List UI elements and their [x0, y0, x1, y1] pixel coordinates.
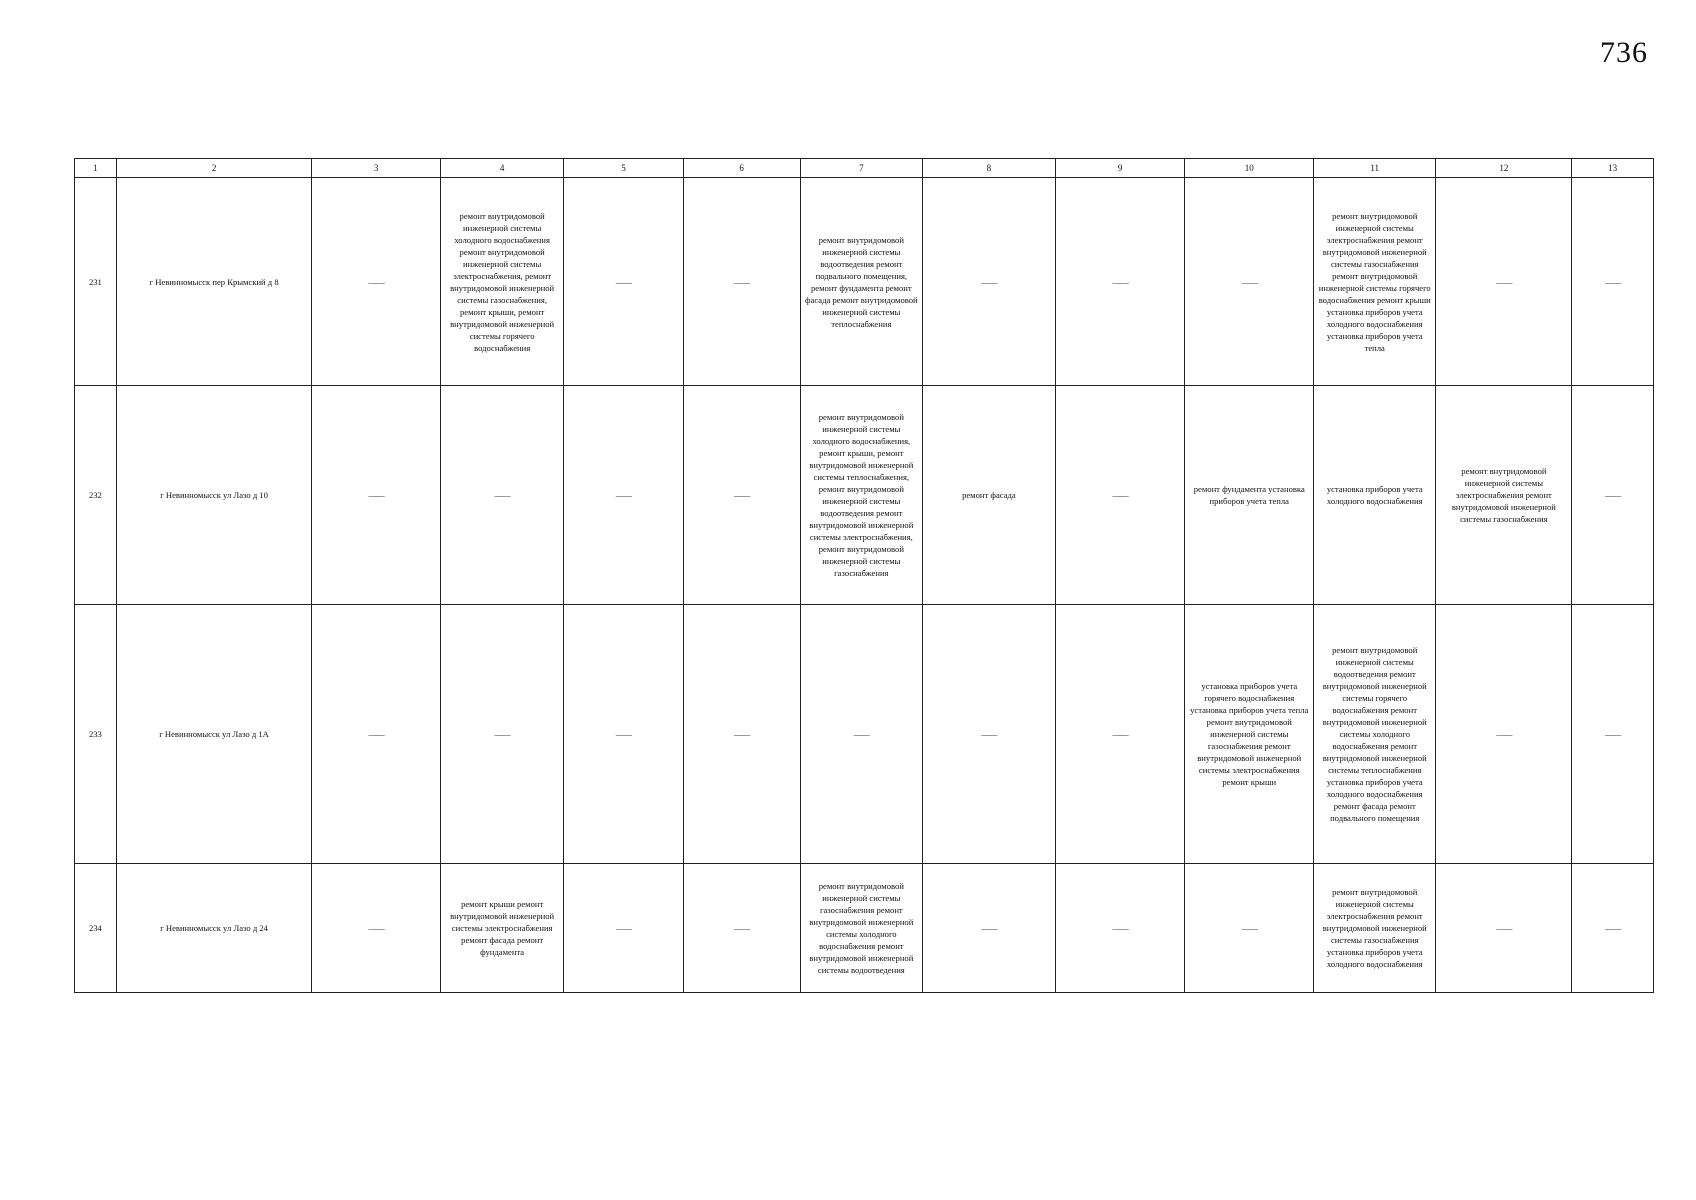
table-cell: ремонт внутридомовой инженерной системы холодного водоснабжения, ремонт крыши, ремонт внутридомовой инженерной системы теплоснабжения, ремонт внутридомовой инженерной системы водоотведения ремонт внутридомовой инженерной системы электроснабжения, ремонт внутридомовой инженерной системы газоснабжения [800, 386, 922, 605]
table-cell: —— [923, 605, 1056, 864]
repair-schedule-table [74, 158, 1654, 993]
table-cell: ремонт внутридомовой инженерной системы водоотведения ремонт внутридомовой инженерной системы горячего водоснабжения ремонт внутридомовой инженерной системы холодного водоснабжения ремонт внутридомовой инженерной системы теплоснабжения установка приборов учета холодного водоснабжения ремонт фасада ремонт подвального помещения [1314, 605, 1436, 864]
table-cell: ремонт внутридомовой инженерной системы холодного водоснабжения ремонт внутридомовой инженерной системы электроснабжения, ремонт внутридомовой инженерной системы газоснабжения, ремонт крыши, ремонт внутридомовой инженерной системы горячего водоснабжения [440, 178, 563, 386]
table-cell: ремонт фундамента установка приборов учета тепла [1185, 386, 1314, 605]
column-header: 6 [683, 159, 800, 178]
column-header: 5 [564, 159, 683, 178]
table-cell: —— [312, 605, 441, 864]
table-cell: —— [564, 386, 683, 605]
table-cell: —— [564, 864, 683, 993]
table-cell: —— [1055, 386, 1185, 605]
column-header: 12 [1436, 159, 1572, 178]
table-cell: —— [1436, 178, 1572, 386]
table-cell: ремонт внутридомовой инженерной системы электроснабжения ремонт внутридомовой инженерной системы газоснабжения ремонт внутридомовой инженерной системы горячего водоснабжения ремонт крыши установка приборов учета холодного водоснабжения установка приборов учета тепла [1314, 178, 1436, 386]
table-cell: —— [312, 864, 441, 993]
table-cell: ремонт крыши ремонт внутридомовой инженерной системы электроснабжения ремонт фасада ремонт фундамента [440, 864, 563, 993]
address-cell: г Невинномысск пер Крымский д 8 [116, 178, 312, 386]
table-cell: —— [564, 605, 683, 864]
table-cell: ремонт внутридомовой инженерной системы газоснабжения ремонт внутридомовой инженерной системы холодного водоснабжения ремонт внутридомовой инженерной системы водоотведения [800, 864, 922, 993]
table-cell: —— [1055, 605, 1185, 864]
table-cell: —— [312, 178, 441, 386]
table-row [75, 386, 1654, 605]
table-cell: —— [800, 605, 922, 864]
table-cell: —— [1185, 178, 1314, 386]
table-cell: —— [440, 386, 563, 605]
column-header: 1 [75, 159, 117, 178]
row-number: 234 [75, 864, 117, 993]
address-cell: г Невинномысск ул Лазо д 24 [116, 864, 312, 993]
column-header: 4 [440, 159, 563, 178]
table-cell: ремонт внутридомовой инженерной системы электроснабжения ремонт внутридомовой инженерной системы газоснабжения [1436, 386, 1572, 605]
table-cell: —— [923, 178, 1056, 386]
table-cell: —— [923, 864, 1056, 993]
column-header: 11 [1314, 159, 1436, 178]
table-cell: —— [1572, 864, 1654, 993]
table-cell: —— [1055, 864, 1185, 993]
column-header: 9 [1055, 159, 1185, 178]
column-header: 3 [312, 159, 441, 178]
table-cell: —— [1436, 864, 1572, 993]
table-cell: —— [1572, 605, 1654, 864]
table-cell: —— [1572, 178, 1654, 386]
table-cell: установка приборов учета холодного водоснабжения [1314, 386, 1436, 605]
table-cell: —— [683, 178, 800, 386]
column-header: 8 [923, 159, 1056, 178]
table-cell: —— [1572, 386, 1654, 605]
table-cell: —— [1055, 178, 1185, 386]
table-cell: —— [683, 864, 800, 993]
column-number-row [75, 159, 1654, 178]
table-cell: ремонт фасада [923, 386, 1056, 605]
table-row [75, 864, 1654, 993]
column-header: 10 [1185, 159, 1314, 178]
table-cell: ремонт внутридомовой инженерной системы электроснабжения ремонт внутридомовой инженерной системы газоснабжения установка приборов учета холодного водоснабжения [1314, 864, 1436, 993]
table-cell: —— [564, 178, 683, 386]
table-cell: —— [1185, 864, 1314, 993]
address-cell: г Невинномысск ул Лазо д 10 [116, 386, 312, 605]
table-cell: —— [440, 605, 563, 864]
table-cell: —— [683, 386, 800, 605]
table-cell: —— [683, 605, 800, 864]
table-cell: ремонт внутридомовой инженерной системы водоотведения ремонт подвального помещения, ремонт фундамента ремонт фасада ремонт внутридомовой инженерной системы теплоснабжения [800, 178, 922, 386]
row-number: 233 [75, 605, 117, 864]
row-number: 231 [75, 178, 117, 386]
column-header: 7 [800, 159, 922, 178]
page-number: 736 [1600, 36, 1648, 69]
table-cell: установка приборов учета горячего водоснабжения установка приборов учета тепла ремонт внутридомовой инженерной системы газоснабжения ремонт внутридомовой инженерной системы электроснабжения ремонт крыши [1185, 605, 1314, 864]
table-row [75, 605, 1654, 864]
table-row [75, 178, 1654, 386]
row-number: 232 [75, 386, 117, 605]
address-cell: г Невинномысск ул Лазо д 1А [116, 605, 312, 864]
table-cell: —— [1436, 605, 1572, 864]
column-header: 2 [116, 159, 312, 178]
column-header: 13 [1572, 159, 1654, 178]
table-cell: —— [312, 386, 441, 605]
